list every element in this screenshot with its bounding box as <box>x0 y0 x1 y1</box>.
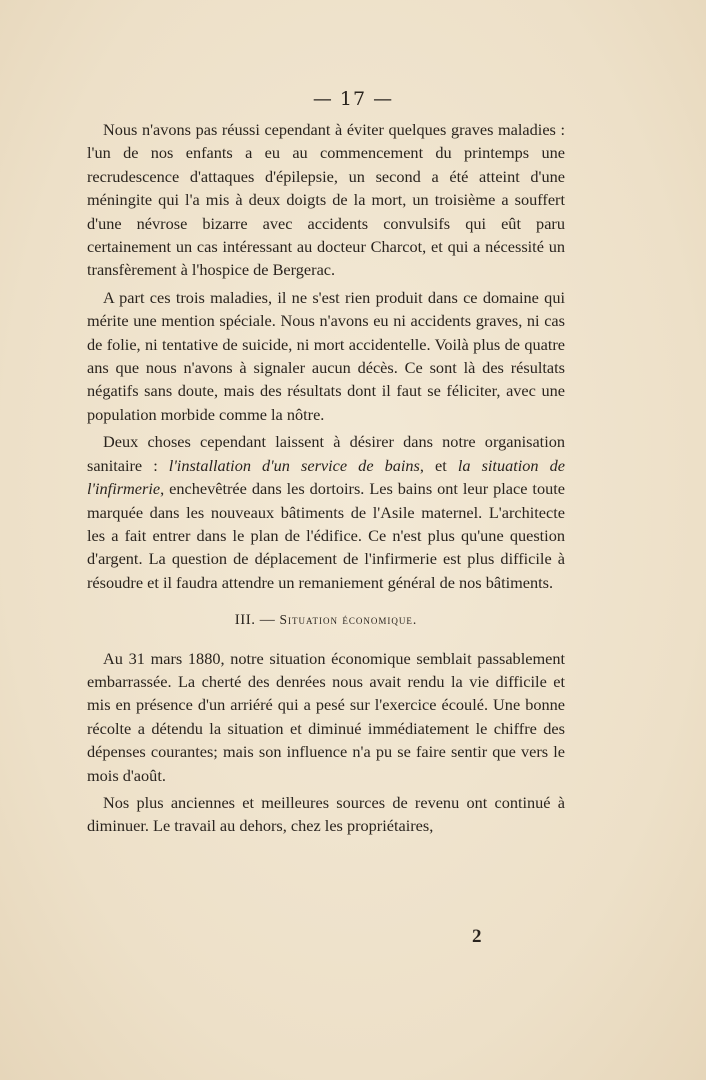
paragraph-3-text-1: Deux choses cependant laissent à désirer dans notre organisation sanitaire : <box>87 432 565 475</box>
paragraph-4: Au 31 mars 1880, notre situation économique semblait passablement embarrassée. La cherté des denrées nous avait rendu la vie difficile et mis en présence d'un arriéré qui a pesé sur l'exercice écoulé. Une bonne récolte a détendu la situation et diminué immédiatement le chiffre des dépenses courantes; mais son influence n'a pu se faire sentir que vers le mois d'août. <box>87 648 565 785</box>
paragraph-3-italic-1: l'installation d'un service de bains <box>168 455 420 475</box>
section-heading <box>87 608 565 632</box>
paragraph-1: Nous n'avons pas réussi cependant à éviter quelques graves maladies : l'un de nos enfants a eu au commencement du printemps une recrudescence d'attaques d'épilepsie, un second a été atteint d'une méningite qui l'a mis à deux doigts de la mort, un troisième a souffert d'une névrose bizarre avec accidents convulsifs qui eût paru certainement un cas intéressant au docteur Charcot, et qui a nécessité un transfèrement à l'hospice de Bergerac. <box>87 120 565 280</box>
paragraph-3 <box>87 430 565 594</box>
signature-mark: 2 <box>472 926 482 947</box>
body-text <box>87 118 565 838</box>
paragraph-3-italic-2: la situation de l'infirmerie <box>87 455 565 499</box>
section-dash: — <box>255 612 280 629</box>
section-title: Situation économique. <box>279 612 418 628</box>
paragraph-3-text-3: , enchevêtrée dans les dortoirs. Les bains ont leur place toute marquée dans les nouveaux bâtiments de l'Asile maternel. L'architecte les a fait entrer dans le plan de l'édifice. Ce n'est plus qu'une question d'argent. La question de déplacement de l'infirmerie est plus difficile à résoudre et il faudra attendre un remaniement général de nos bâtiments. <box>87 479 565 592</box>
paragraph-2: A part ces trois maladies, il ne s'est rien produit dans ce domaine qui mérite une mention spéciale. Nous n'avons eu ni accidents graves, ni cas de folie, ni tentative de suicide, ni mort accidentelle. Voilà plus de quatre ans que nous n'avons à signaler aucun décès. Ce sont là des résultats négatifs sans doute, mais des résultats dont il faut se féliciter, avec une population morbide comme la nôtre. <box>87 287 565 424</box>
paragraph-3-text-2: , et <box>419 455 458 475</box>
section-numeral: III. <box>234 612 256 629</box>
page-number: — 17 — <box>312 88 394 110</box>
paragraph-5: Nos plus anciennes et meilleures sources de revenu ont continué à diminuer. Le travail au dehors, chez les propriétaires, <box>87 792 565 836</box>
